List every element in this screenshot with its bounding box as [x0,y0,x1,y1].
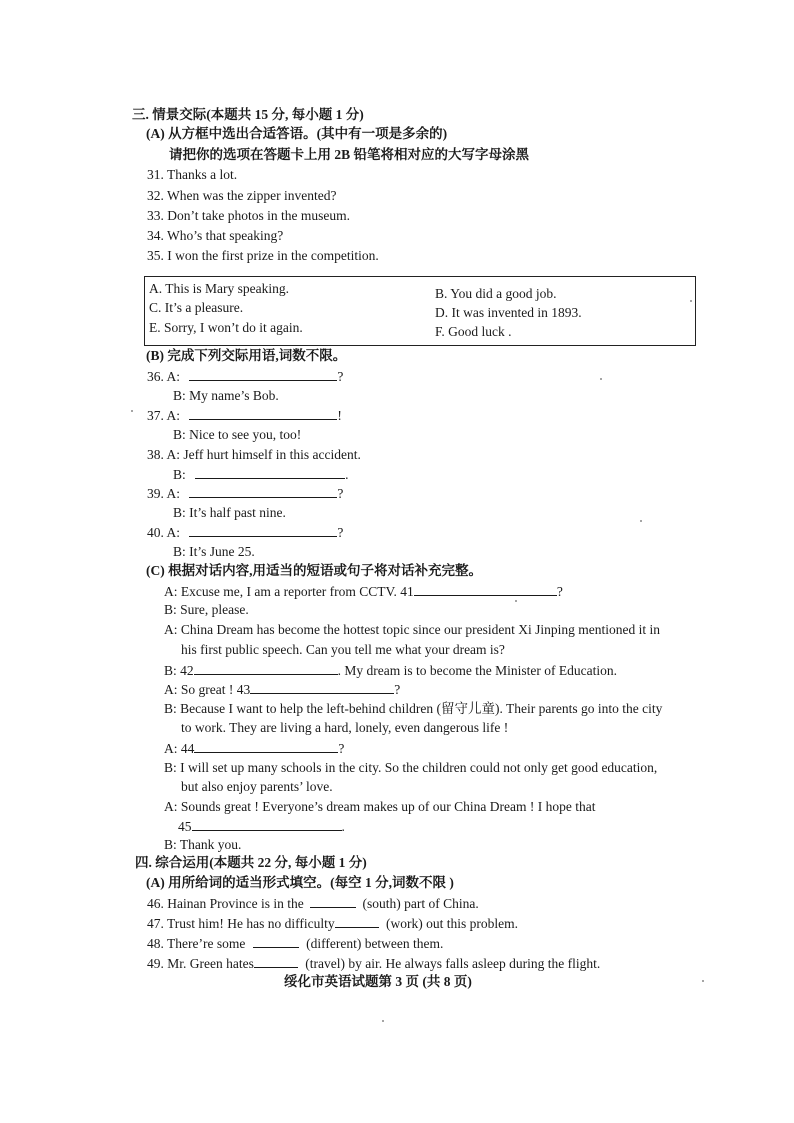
answer-blank-39[interactable] [189,484,337,498]
partB-title: (B) 完成下列交际用语,词数不限。 [146,348,347,363]
scan-speckle [131,410,133,412]
scan-speckle [690,300,692,302]
dialog-end: ? [337,369,344,384]
fill-text: (south) part of China. [362,896,479,911]
dialog-end: . [345,467,349,482]
fill-text: (travel) by air. He always falls asleep during the flight. [305,956,601,971]
dialog-text: A: So great ! 43 [164,682,251,697]
partC-line-43 [164,680,400,699]
dialog-38-a [147,446,361,464]
dialog-text: A: 44 [164,741,195,756]
answer-blank-47[interactable] [335,914,379,928]
dialog-label: B: [173,505,186,520]
dialog-text: B: 42 [164,663,194,678]
option-a: A. This is Mary speaking. [149,281,289,296]
option-f: F. Good luck . [435,324,512,339]
partC-line: A: Sounds great ! Everyone’s dream makes up of our China Dream ! I hope that [164,799,596,814]
fill-text: 48. There’re some [147,936,246,951]
partC-line: B: Because I want to help the left-behind children (留守儿童). Their parents go into the city [164,701,663,716]
dialog-38-b [173,465,349,484]
scan-speckle [515,600,517,602]
dialog-text: My name’s Bob. [189,388,279,403]
scan-speckle [640,520,642,522]
scan-speckle [382,1020,384,1022]
question-31: 31. Thanks a lot. [147,167,238,182]
partC-line-45 [178,817,345,836]
partC-line-42 [164,661,617,680]
dialog-label: 36. A: [147,369,181,384]
answer-blank-38[interactable] [195,465,345,479]
partC-title: (C) 根据对话内容,用适当的短语或句子将对话补充完整。 [146,563,482,578]
partC-line: B: I will set up many schools in the city. So the children could not only get good education, [164,760,658,775]
dialog-36-b [173,387,279,405]
answer-blank-45[interactable] [192,817,342,831]
option-b: B. You did a good job. [435,286,557,301]
dialog-39-a [147,484,343,503]
answer-blank-36[interactable] [189,367,337,381]
option-d: D. It was invented in 1893. [435,305,582,320]
fill-item-46 [147,894,479,913]
dialog-text: Nice to see you, too! [189,427,302,442]
dialog-text: A: Excuse me, I am a reporter from CCTV. 41 [164,584,414,599]
partC-line: B: Thank you. [164,837,242,852]
partA-instruction: 请把你的选项在答题卡上用 2B 铅笔将相对应的大写字母涂黑 [169,147,530,162]
option-c: C. It’s a pleasure. [149,300,244,315]
fill-text: (different) between them. [306,936,444,951]
answer-blank-43[interactable] [250,680,394,694]
dialog-label: 38. A: [147,447,181,462]
option-e: E. Sorry, I won’t do it again. [149,320,303,335]
dialog-label: B: [173,427,186,442]
dialog-end: ? [337,486,344,501]
answer-blank-40[interactable] [189,523,337,537]
partC-line: his first public speech. Can you tell me what your dream is? [181,642,505,657]
partC-line: but also enjoy parents’ love. [181,779,333,794]
answer-blank-44[interactable] [194,739,338,753]
dialog-label: B: [173,388,186,403]
dialog-label: B: [173,544,186,559]
fill-item-47 [147,914,518,933]
scan-speckle [600,378,602,380]
dialog-end: . [341,819,345,834]
dialog-end: ? [337,525,344,540]
dialog-text: It’s June 25. [189,544,255,559]
fill-text: 46. Hainan Province is in the [147,896,304,911]
section4-partA-title: (A) 用所给词的适当形式填空。(每空 1 分,词数不限 ) [146,875,454,890]
dialog-text: Jeff hurt himself in this accident. [183,447,361,462]
fill-text: 49. Mr. Green hates [147,956,254,971]
section4-heading: 四. 综合运用(本题共 22 分, 每小题 1 分) [135,855,367,870]
fill-text: 47. Trust him! He has no difficulty [147,916,335,931]
dialog-end: ? [556,584,563,599]
partC-line: B: Sure, please. [164,602,249,617]
answer-blank-41[interactable] [414,582,557,596]
section3-heading: 三. 情景交际(本题共 15 分, 每小题 1 分) [132,107,364,122]
scan-speckle [702,980,704,982]
question-34: 34. Who’s that speaking? [147,228,284,243]
partC-line: to work. They are living a hard, lonely, even dangerous life ! [181,720,509,735]
partA-title: (A) 从方框中选出合适答语。(其中有一项是多余的) [146,126,448,141]
dialog-text: . My dream is to become the Minister of Education. [337,663,617,678]
dialog-label: 37. A: [147,408,181,423]
question-35: 35. I won the first prize in the competition. [147,248,379,263]
dialog-text: It’s half past nine. [189,505,286,520]
dialog-label: 39. A: [147,486,181,501]
options-box [144,276,696,346]
dialog-end: ? [394,682,401,697]
dialog-37-b [173,426,301,444]
dialog-end: ! [337,408,342,423]
partC-line: A: China Dream has become the hottest topic since our president Xi Jinping mentioned it in [164,622,661,637]
dialog-label: B: [173,467,186,482]
fill-item-49 [147,954,600,973]
dialog-text: 45 [178,819,192,834]
answer-blank-37[interactable] [189,406,337,420]
dialog-39-b [173,504,286,522]
dialog-36-a [147,367,343,386]
dialog-40-b [173,543,255,561]
question-32: 32. When was the zipper invented? [147,188,337,203]
fill-item-48 [147,934,443,953]
fill-text: (work) out this problem. [386,916,518,931]
partC-line-41 [164,582,563,601]
answer-blank-42[interactable] [194,661,338,675]
answer-blank-49[interactable] [254,954,298,968]
partC-line-44 [164,739,344,758]
page-footer: 绥化市英语试题第 3 页 (共 8 页) [284,974,472,989]
answer-blank-46[interactable] [310,894,356,908]
dialog-37-a [147,406,342,425]
question-33: 33. Don’t take photos in the museum. [147,208,350,223]
dialog-end: ? [338,741,345,756]
answer-blank-48[interactable] [253,934,299,948]
dialog-label: 40. A: [147,525,181,540]
dialog-40-a [147,523,343,542]
